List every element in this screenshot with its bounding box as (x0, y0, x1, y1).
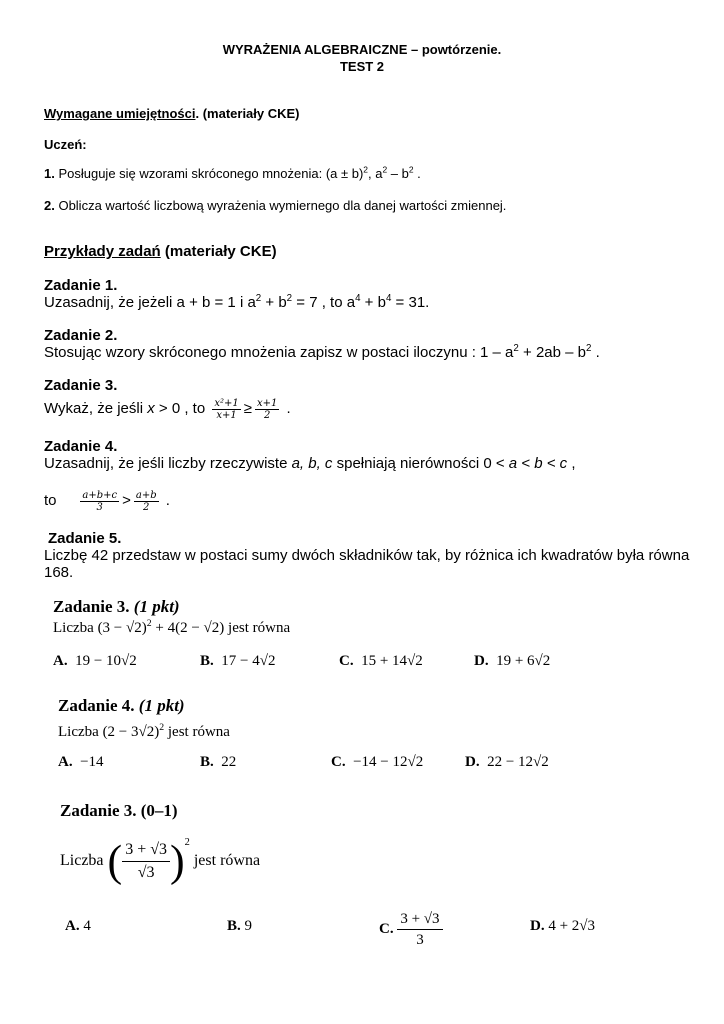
task-5-text: Liczbę 42 przedstaw w postaci sumy dwóch składników tak, by różnica ich kwadratów była równa 168. (44, 547, 690, 581)
task-1-text: Uzasadnij, że jeżeli a + b = 1 i $a^2 + b^2 = 7$ , to $a^4 + b^4 = 31$. (44, 293, 430, 311)
quiz-2-option-a[interactable]: A. −14 (58, 754, 104, 770)
task-5-title: Zadanie 5. (48, 530, 122, 547)
task-4-text: Uzasadnij, że jeśli liczby rzeczywiste a, b, c spełniają nierówności 0 < a < b < c , (44, 455, 576, 472)
quiz-3-option-d[interactable]: D. 4 + 2√3 (530, 918, 596, 934)
quiz-2-option-b[interactable]: B. 22 (200, 754, 237, 770)
page-title: WYRAŻENIA ALGEBRAICZNE – powtórzenie. (222, 42, 502, 57)
task-3-title: Zadanie 3. (44, 377, 118, 394)
quiz-1-option-c[interactable]: C. 15 + 14√2 (339, 653, 423, 669)
quiz-3-option-b[interactable]: B. 9 (227, 918, 253, 934)
quiz-1-question: Liczba $(3 - √2)^2 + 4(2 - √2)$ jest równa (53, 618, 291, 636)
quiz-1-option-a[interactable]: A. 19 − 10√2 (53, 653, 137, 669)
quiz-1-title: Zadanie 3. (1 pkt) (53, 597, 180, 616)
quiz-3-title: Zadanie 3. (0–1) (60, 801, 178, 820)
quiz-1-option-b[interactable]: B. 17 − 4√2 (200, 653, 276, 669)
task-1-title: Zadanie 1. (44, 277, 118, 294)
task-3-text: Wykaż, że jeśli x > 0 , to $\frac{\text{x²+1}}{x+1}$ ≥ $\frac{x+1}{2}$ . (44, 397, 291, 421)
task-4-title: Zadanie 4. (44, 438, 118, 455)
quiz-3-fraction: $\frac{3 + √3}{√3}$ (122, 839, 170, 884)
page-subtitle: TEST 2 (339, 59, 385, 74)
quiz-1-option-d[interactable]: D. 19 + 6√2 (474, 653, 551, 669)
task-2-text: Stosując wzory skróconego mnożenia zapisz w postaci iloczynu : $1 - a^2 + 2ab - b^2$ . (44, 343, 600, 361)
task-3-fraction-left: $\frac{\text{x²+1}}{x+1}$ (214, 397, 239, 421)
skills-heading: Wymagane umiejętności. (materiały CKE) (44, 106, 300, 121)
quiz-3-question: Liczba ( $\frac{3 + √3}{√3}$ )$^2$ jest równa (60, 836, 261, 886)
quiz-3-option-c[interactable]: C. $\frac{3 + √3}{3}$ (379, 907, 443, 951)
quiz-2-option-d[interactable]: D. 22 − 12√2 (465, 754, 549, 770)
skill-item-2: 2. Oblicza wartość liczbową wyrażenia wymiernego dla danej wartości zmiennej. (44, 198, 507, 213)
pupil-label: Uczeń: (44, 137, 87, 152)
task-4-fraction-right: $\frac{a+b}{2}$ (135, 489, 157, 513)
examples-heading: Przykłady zadań (materiały CKE) (44, 243, 277, 260)
skill-item-1: 1. Posługuje się wzorami skróconego mnożenia: $(a \pm b)^2$, $a^2 - b^2$ . (44, 164, 421, 181)
quiz-2-option-c[interactable]: C. −14 − 12√2 (331, 754, 424, 770)
task-4-inequality: to $\frac{a+b+c}{3}$ > $\frac{a+b}{2}$ . (44, 489, 170, 513)
quiz-2-question: Liczba $(2 - 3√2)^2$ jest równa (58, 722, 230, 740)
task-2-title: Zadanie 2. (44, 327, 118, 344)
task-4-fraction-left: $\frac{a+b+c}{3}$ (82, 489, 118, 513)
task-3-fraction-right: $\frac{x+1}{2}$ (256, 397, 278, 421)
quiz-3-option-a[interactable]: A. 4 (65, 918, 91, 934)
quiz-3-option-c-fraction: $\frac{3 + √3}{3}$ (397, 909, 442, 950)
quiz-2-title: Zadanie 4. (1 pkt) (58, 696, 185, 715)
